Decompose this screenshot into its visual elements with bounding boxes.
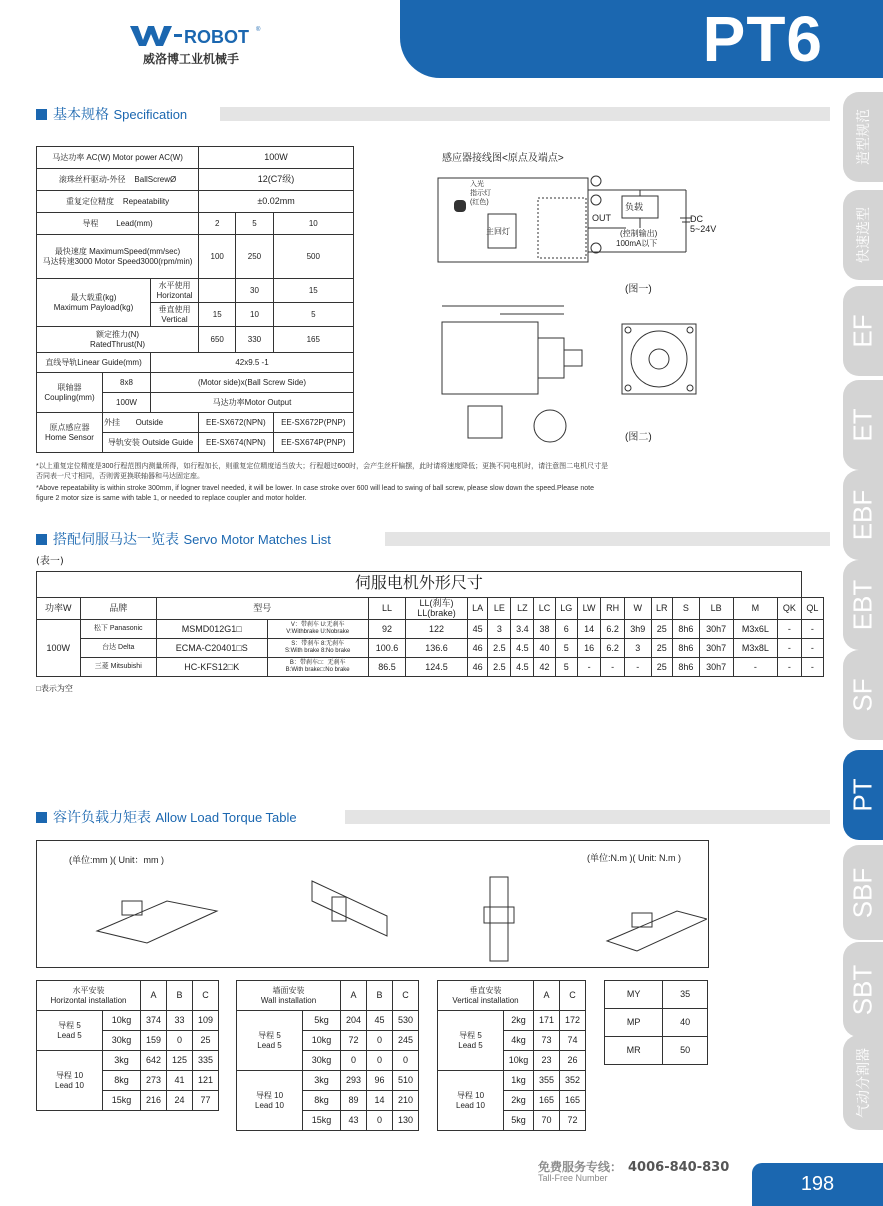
spec-table: 马达功率 AC(W) Motor power AC(W) 100W 滚珠丝杆驱动-外径 BallScrewØ 12(C7级) 重复定位精度 Repeatability ±0.02mm 导程 Lead(mm) 2 5 10 最快速度 MaximumSpeed(mm/sec) 马达转速3000 Motor Speed3000(rpm/min) 100 250 500 最大载重(kg) Maximum Payload(kg) 水平使用 Horizontal 30 15 垂直使用 Vertical 15 10 5 额定推力(N) RatedThrust(N) 650 330 165 直线导轨Linear Guide(mm) 42x9.5 -1 联轴器 Coupling(mm) 8x8 (Motor side)x(Ball Screw Side) 100W 马达功率Motor Output 原点感应器 Home Sensor 外挂 Outside EE-SX672(NPN) EE-SX672P(PNP) 导轨安装 Outside Guide EE-SX674(NPN) EE-SX674P(PNP) <box>36 146 354 453</box>
load-cell: 172 <box>560 1011 586 1031</box>
logo <box>128 22 268 52</box>
side-tab[interactable]: 气动分割器 <box>843 1035 883 1130</box>
lead-group: 导程 5 Lead 5 <box>37 1011 103 1051</box>
load-col-header: C <box>193 981 219 1011</box>
svg-text:®: ® <box>256 27 261 33</box>
section-load-title: 容许负载力矩表 Allow Load Torque Table <box>36 807 297 827</box>
load-row <box>37 1051 219 1071</box>
servo-cell: 45 <box>467 619 488 638</box>
load-cell: 74 <box>560 1031 586 1051</box>
servo-col-header: RH <box>601 598 625 620</box>
load-col-header: A <box>534 981 560 1011</box>
footer-en: Tall-Free Number <box>538 1173 608 1183</box>
lead-group: 导程 10 Lead 10 <box>37 1051 103 1111</box>
side-tab[interactable]: SF <box>843 650 883 740</box>
servo-brand: 松下 Panasonic <box>80 619 156 638</box>
load-cell: 25 <box>193 1031 219 1051</box>
servo-footnote: □表示为空 <box>36 684 73 693</box>
lead-group: 导程 10 Lead 10 <box>438 1071 504 1131</box>
load-cell: 8kg <box>103 1071 141 1091</box>
servo-cell: 46 <box>467 638 488 657</box>
load-cell: 89 <box>341 1091 367 1111</box>
servo-cell: 122 <box>406 619 467 638</box>
load-cell: 0 <box>341 1051 367 1071</box>
load-cell: 0 <box>367 1111 393 1131</box>
load-cell: 210 <box>393 1091 419 1111</box>
moment-row <box>605 1037 708 1065</box>
servo-cell: 136.6 <box>406 638 467 657</box>
servo-brand: 台达 Delta <box>80 638 156 657</box>
load-cell: 293 <box>341 1071 367 1091</box>
moment-cell: 35 <box>663 981 708 1009</box>
load-cell: 510 <box>393 1071 419 1091</box>
servo-cell: 14 <box>577 619 600 638</box>
load-row <box>438 1071 586 1091</box>
servo-cell: 3 <box>488 619 511 638</box>
load-cell: 26 <box>560 1051 586 1071</box>
servo-cell: 3 <box>624 638 651 657</box>
servo-col-header: 品牌 <box>80 598 156 620</box>
servo-brake: V：带刹车 U:无刹车 V:Withbrake U:Nobrake <box>267 619 368 638</box>
load-header: 垂直安装 Vertical installation <box>438 981 534 1011</box>
servo-cell: 30h7 <box>699 657 733 676</box>
load-cell: 15kg <box>303 1111 341 1131</box>
servo-cell: - <box>801 657 823 676</box>
servo-cell: 3h9 <box>624 619 651 638</box>
servo-cell: 46 <box>467 657 488 676</box>
servo-cell: 8h6 <box>673 619 700 638</box>
load-cell: 109 <box>193 1011 219 1031</box>
servo-cell: 25 <box>651 638 672 657</box>
note-3: *Above repeatability is within stroke 300mm, if logner travel needed, it will be lower. In case stroke over 600 will lead to swing of ball screw, please slow down the speed.Please note <box>36 485 594 492</box>
servo-power: 100W <box>37 619 81 676</box>
servo-cell: 86.5 <box>368 657 406 676</box>
square-icon <box>36 109 47 120</box>
moment-cell: MP <box>605 1009 663 1037</box>
servo-cell: - <box>801 638 823 657</box>
servo-cell: 6 <box>555 619 577 638</box>
side-tab[interactable]: SBT <box>843 942 883 1037</box>
load-cell: 30kg <box>103 1031 141 1051</box>
load-label: 负载 <box>625 202 644 212</box>
servo-col-header: LZ <box>511 598 534 620</box>
moment-cell: 40 <box>663 1009 708 1037</box>
side-tab[interactable]: 造型规范 <box>843 92 883 182</box>
load-cell: 642 <box>141 1051 167 1071</box>
main-circuit-label: 主回灯 <box>486 227 510 236</box>
load-cell: 0 <box>367 1031 393 1051</box>
page-number: 198 <box>752 1163 883 1206</box>
load-col-header: A <box>341 981 367 1011</box>
lead-group: 导程 10 Lead 10 <box>237 1071 303 1131</box>
load-cell: 165 <box>534 1091 560 1111</box>
servo-cell: 6.2 <box>601 619 625 638</box>
logo-subtitle: 威洛博工业机械手 <box>143 52 240 66</box>
load-cell: 23 <box>534 1051 560 1071</box>
servo-cell: 25 <box>651 657 672 676</box>
servo-cell: 6.2 <box>601 638 625 657</box>
load-cell: 8kg <box>303 1091 341 1111</box>
section-bar <box>385 532 830 546</box>
unit-left: (单位:mm )( Unit：mm ) <box>69 855 164 865</box>
lead-group: 导程 5 Lead 5 <box>237 1011 303 1071</box>
servo-col-header: LB <box>699 598 733 620</box>
side-tab[interactable]: ET <box>843 380 883 470</box>
servo-row <box>37 657 824 676</box>
load-cell: 33 <box>167 1011 193 1031</box>
servo-cell: 40 <box>534 638 555 657</box>
load-cell: 10kg <box>303 1031 341 1051</box>
load-col-header: C <box>560 981 586 1011</box>
load-cell: 96 <box>367 1071 393 1091</box>
servo-cell: M3x6L <box>733 619 777 638</box>
square-icon <box>36 812 47 823</box>
servo-col-header: LA <box>467 598 488 620</box>
load-cell: 77 <box>193 1091 219 1111</box>
servo-row <box>37 619 824 638</box>
servo-cell: 30h7 <box>699 638 733 657</box>
ctrl-label: (控制输出) <box>620 229 658 238</box>
load-cell: 45 <box>367 1011 393 1031</box>
servo-cell: 124.5 <box>406 657 467 676</box>
servo-cell: 5 <box>555 638 577 657</box>
load-cell: 2kg <box>504 1091 534 1111</box>
load-cell: 72 <box>341 1031 367 1051</box>
servo-cell: 2.5 <box>488 638 511 657</box>
servo-col-header: 型号 <box>156 598 368 620</box>
load-header: 墙面安装 Wall installation <box>237 981 341 1011</box>
section-servo-title: 搭配伺服马达一览表 Servo Motor Matches List <box>36 529 331 549</box>
load-col-header: A <box>141 981 167 1011</box>
load-cell: 4kg <box>504 1031 534 1051</box>
servo-cell: 8h6 <box>673 657 700 676</box>
figure2-label: (图二) <box>625 432 652 443</box>
servo-cell: 2.5 <box>488 657 511 676</box>
load-cell: 72 <box>560 1111 586 1131</box>
model-title: PT6 <box>702 3 823 75</box>
load-row <box>237 1011 419 1031</box>
load-cell: 0 <box>167 1031 193 1051</box>
svg-text:ROBOT: ROBOT <box>184 27 249 47</box>
servo-col-header: 功率W <box>37 598 81 620</box>
note-1: *以上重复定位精度是300行程范围内测量所得，如行程加长，则重复定位精度适当放大；行程超过600时，会产生丝杆偏摆，此时请将速度降低；更换不同电机时，请注意图二电机尺寸是 <box>36 463 609 470</box>
load-orientation-drawings <box>87 871 707 966</box>
side-tab[interactable]: EBF <box>843 470 883 560</box>
servo-cell: - <box>778 657 802 676</box>
load-cell: 14 <box>367 1091 393 1111</box>
servo-cell: 4.5 <box>511 657 534 676</box>
servo-brake: S：带刹车 8:无刹车 S:With brake 8:No brake <box>267 638 368 657</box>
servo-model: MSMD012G1□ <box>156 619 267 638</box>
load-cell: 10kg <box>504 1051 534 1071</box>
lead-group: 导程 5 Lead 5 <box>438 1011 504 1071</box>
section-bar <box>220 107 830 121</box>
servo-cell: 3.4 <box>511 619 534 638</box>
figure1-label: (图一) <box>625 284 652 295</box>
moment-row <box>605 981 708 1009</box>
logo-mark-icon <box>128 22 268 48</box>
square-icon <box>36 534 47 545</box>
load-cell: 3kg <box>303 1071 341 1091</box>
load-cell: 5kg <box>504 1111 534 1131</box>
servo-col-header: LR <box>651 598 672 620</box>
servo-brake: B：带刹车□：无刹车 B:With brake□:No brake <box>267 657 368 676</box>
note-4: figure 2 motor size is same with table 1, or needed to replace coupler and motor holder. <box>36 495 307 502</box>
load-cell: 1kg <box>504 1071 534 1091</box>
servo-col-header: S <box>673 598 700 620</box>
load-cell: 335 <box>193 1051 219 1071</box>
servo-col-header: M <box>733 598 777 620</box>
load-cell: 273 <box>141 1071 167 1091</box>
load-col-header: B <box>367 981 393 1011</box>
load-cell: 73 <box>534 1031 560 1051</box>
footer-hotline: 免费服务专线： 4006-840-830 <box>538 1160 730 1175</box>
dc-label: DC 5~24V <box>690 214 717 234</box>
sensor-diagram-title: 感应器接线图<原点及端点> <box>442 153 564 164</box>
servo-cell: - <box>801 619 823 638</box>
horizontal-load-table <box>36 980 219 1111</box>
servo-cell: 16 <box>577 638 600 657</box>
side-tab[interactable]: PT <box>843 750 883 840</box>
servo-model: HC-KFS12□K <box>156 657 267 676</box>
moment-cell: MY <box>605 981 663 1009</box>
load-cell: 121 <box>193 1071 219 1091</box>
load-row <box>37 1011 219 1031</box>
servo-title: 伺服电机外形尺寸 <box>37 572 802 598</box>
light-label: 入光 指示灯 (红色) <box>470 181 491 206</box>
load-cell: 165 <box>560 1091 586 1111</box>
motor-dimension-drawing <box>440 298 740 448</box>
ma-label: 100mA以下 <box>616 239 658 248</box>
side-tab[interactable]: EBT <box>843 560 883 650</box>
moment-cell: MR <box>605 1037 663 1065</box>
load-cell: 216 <box>141 1091 167 1111</box>
moment-cell: 50 <box>663 1037 708 1065</box>
servo-row <box>37 638 824 657</box>
side-tab[interactable]: 快速选型 <box>843 190 883 280</box>
moment-table <box>604 980 708 1065</box>
load-col-header: C <box>393 981 419 1011</box>
servo-col-header: QL <box>801 598 823 620</box>
servo-col-header: LW <box>577 598 600 620</box>
load-col-header: B <box>167 981 193 1011</box>
servo-cell: 30h7 <box>699 619 733 638</box>
out-label: OUT <box>592 213 611 223</box>
load-cell: 24 <box>167 1091 193 1111</box>
servo-cell: 5 <box>555 657 577 676</box>
load-cell: 204 <box>341 1011 367 1031</box>
load-cell: 43 <box>341 1111 367 1131</box>
servo-cell: - <box>778 619 802 638</box>
load-cell: 41 <box>167 1071 193 1091</box>
servo-cell: - <box>733 657 777 676</box>
table-tag: (表一) <box>36 556 64 567</box>
load-cell: 159 <box>141 1031 167 1051</box>
load-cell: 171 <box>534 1011 560 1031</box>
servo-cell: 38 <box>534 619 555 638</box>
servo-cell: - <box>601 657 625 676</box>
section-bar <box>345 810 830 824</box>
servo-col-header: LG <box>555 598 577 620</box>
servo-cell: 4.5 <box>511 638 534 657</box>
load-cell: 10kg <box>103 1011 141 1031</box>
load-row <box>237 1071 419 1091</box>
servo-col-header: LL(刹车) LL(brake) <box>406 598 467 620</box>
moment-row <box>605 1009 708 1037</box>
servo-cell: - <box>624 657 651 676</box>
load-row <box>438 1011 586 1031</box>
wall-load-table <box>236 980 419 1131</box>
servo-cell: M3x8L <box>733 638 777 657</box>
servo-col-header: LC <box>534 598 555 620</box>
note-2: 否同表一尺寸相同，否则需更换联轴器和马达固定座。 <box>36 473 204 480</box>
section-spec-title: 基本规格 Specification <box>36 104 187 124</box>
servo-col-header: LL <box>368 598 406 620</box>
load-cell: 0 <box>367 1051 393 1071</box>
side-tab[interactable]: EF <box>843 286 883 376</box>
servo-col-header: QK <box>778 598 802 620</box>
load-cell: 530 <box>393 1011 419 1031</box>
load-cell: 374 <box>141 1011 167 1031</box>
load-cell: 352 <box>560 1071 586 1091</box>
unit-right: (单位:N.m )( Unit: N.m ) <box>587 853 681 863</box>
servo-cell: 8h6 <box>673 638 700 657</box>
load-cell: 245 <box>393 1031 419 1051</box>
load-cell: 125 <box>167 1051 193 1071</box>
servo-cell: - <box>778 638 802 657</box>
servo-model: ECMA-C20401□S <box>156 638 267 657</box>
servo-cell: 42 <box>534 657 555 676</box>
load-cell: 30kg <box>303 1051 341 1071</box>
load-cell: 0 <box>393 1051 419 1071</box>
load-cell: 3kg <box>103 1051 141 1071</box>
load-cell: 15kg <box>103 1091 141 1111</box>
side-tab[interactable]: SBF <box>843 845 883 940</box>
load-header: 水平安装 Horizontal installation <box>37 981 141 1011</box>
load-cell: 2kg <box>504 1011 534 1031</box>
servo-cell: - <box>577 657 600 676</box>
servo-cell: 100.6 <box>368 638 406 657</box>
servo-table <box>36 571 824 677</box>
load-cell: 355 <box>534 1071 560 1091</box>
load-cell: 5kg <box>303 1011 341 1031</box>
load-cell: 70 <box>534 1111 560 1131</box>
servo-brand: 三菱 Mitsubishi <box>80 657 156 676</box>
servo-cell: 92 <box>368 619 406 638</box>
servo-col-header: LE <box>488 598 511 620</box>
load-illustration-box <box>36 840 709 968</box>
load-cell: 130 <box>393 1111 419 1131</box>
vertical-load-table <box>437 980 586 1131</box>
servo-cell: 25 <box>651 619 672 638</box>
servo-col-header: W <box>624 598 651 620</box>
